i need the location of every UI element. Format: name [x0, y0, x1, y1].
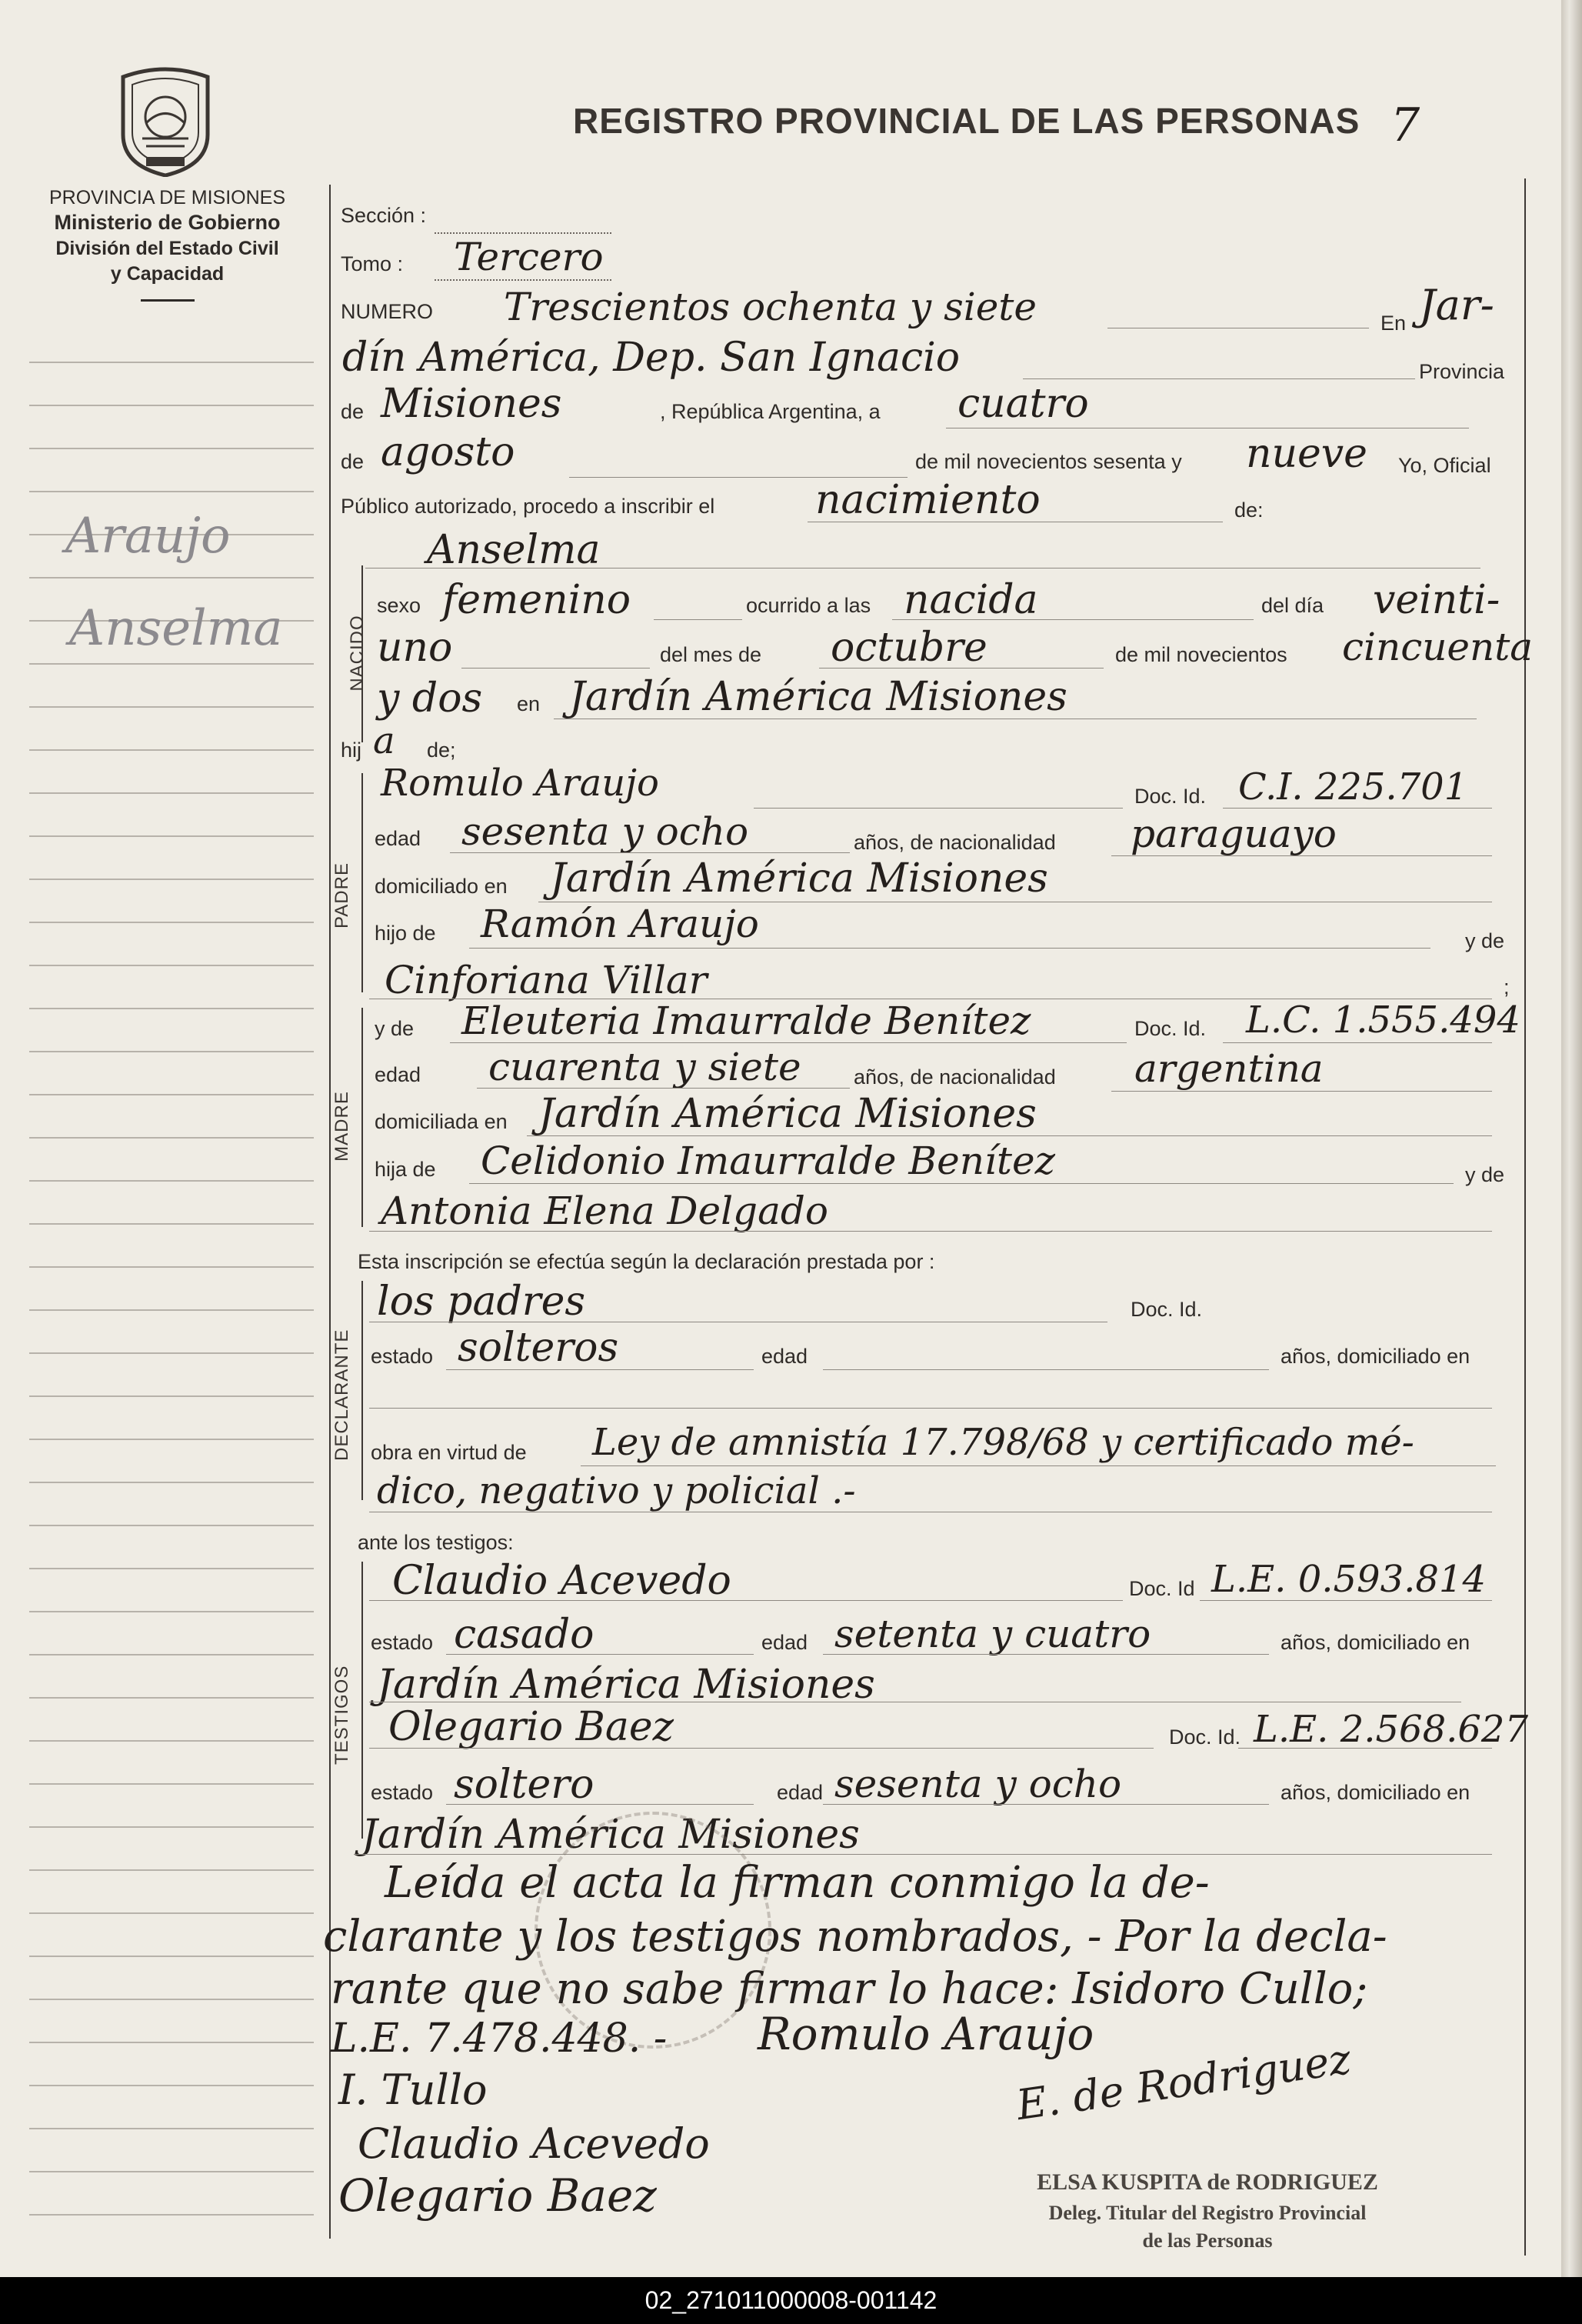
closing-line-3: rante que no sabe firmar lo hace: Isidoro Cullo;: [331, 1964, 1368, 2014]
numero-label: NUMERO: [341, 300, 433, 323]
testigo1-dom-value: Jardín América Misiones: [377, 1662, 875, 1708]
page-number: 7: [1390, 98, 1420, 152]
testigo1-estado-value: casado: [454, 1612, 594, 1658]
testigo2-doc-value: L.E. 2.568.627: [1254, 1708, 1528, 1751]
tomo-label: Tomo :: [341, 252, 404, 275]
ocurrido-label: ocurrido a las: [746, 594, 871, 617]
tomo-value: Tercero: [454, 235, 604, 279]
madre-nombre: Eleuteria Imaurralde Benítez: [461, 999, 1031, 1043]
republica-label: , República Argentina, a: [660, 400, 881, 423]
declarante-intro: Esta inscripción se efectúa según la declaración prestada por :: [358, 1250, 935, 1273]
seccion-label: Sección :: [341, 204, 427, 227]
madre-padre-de: Celidonio Imaurralde Benítez: [481, 1139, 1055, 1183]
signature-romulo: Romulo Araujo: [758, 2008, 1094, 2060]
padre-padre-de: Ramón Araujo: [481, 902, 759, 946]
padre-section-label: PADRE: [331, 862, 352, 929]
nacido-anio-value-1: cincuenta: [1342, 625, 1534, 669]
provincia-value: Misiones: [381, 381, 562, 427]
declarante-estado-value: solteros: [458, 1325, 619, 1371]
nacido-anio-value-2: y dos: [377, 675, 483, 722]
testigo1-anios-label: años, domiciliado en: [1281, 1631, 1470, 1654]
official-stamp-title: Deleg. Titular del Registro Provincial: [1048, 2202, 1367, 2224]
de3-label: de:: [1234, 498, 1264, 522]
padre-doc-label: Doc. Id.: [1134, 785, 1207, 808]
anio-value: nueve: [1246, 431, 1367, 477]
testigo1-nombre: Claudio Acevedo: [392, 1558, 731, 1604]
testigos-section-label: TESTIGOS: [331, 1665, 352, 1765]
madre-y-de-label-2: y de: [1465, 1163, 1505, 1186]
yo-label: Yo, Oficial: [1398, 454, 1491, 477]
dia-value-1: veinti-: [1373, 577, 1500, 623]
hijo-label: hij: [341, 739, 362, 762]
padre-dom-value: Jardín América Misiones: [550, 855, 1048, 902]
madre-madre-de: Antonia Elena Delgado: [381, 1189, 828, 1233]
de-label: de: [341, 400, 365, 423]
document-title: REGISTRO PROVINCIAL DE LAS PERSONAS: [573, 101, 1361, 141]
declarante-estado-label: estado: [371, 1345, 434, 1368]
declarante-section-label: DECLARANTE: [331, 1329, 352, 1461]
padre-nombre: Romulo Araujo: [381, 762, 659, 805]
dia-value: cuatro: [958, 381, 1089, 427]
declarante-nombre: los padres: [377, 1279, 586, 1325]
padre-semicolon: ;: [1504, 975, 1510, 999]
hijo-suffix: a: [373, 719, 395, 762]
margin-note-given-name: Anselma: [69, 600, 283, 657]
testigo2-edad-label: edad: [777, 1781, 824, 1804]
declarante-doc-label: Doc. Id.: [1131, 1298, 1203, 1321]
testigo1-edad-value: setenta y cuatro: [834, 1612, 1151, 1656]
padre-edad-value: sesenta y ocho: [461, 809, 749, 854]
padre-doc-value: C.I. 225.701: [1238, 765, 1468, 809]
issuer-division: División del Estado Civil: [55, 238, 279, 259]
testigo2-dom-value: Jardín América Misiones: [361, 1812, 860, 1858]
testigo1-doc-value: L.E. 0.593.814: [1211, 1558, 1486, 1601]
madre-dom-label: domiciliada en: [375, 1110, 508, 1133]
mil-label: de mil novecientos sesenta y: [915, 450, 1182, 473]
padre-edad-label: edad: [375, 827, 421, 850]
madre-doc-label: Doc. Id.: [1134, 1017, 1207, 1040]
madre-doc-value: L.C. 1.555.494: [1246, 999, 1520, 1042]
obra-value-1: Ley de amnistía 17.798/68 y certificado mé-: [592, 1421, 1414, 1464]
signature-tullo: I. Tullo: [338, 2066, 488, 2114]
madre-edad-value: cuarenta y siete: [488, 1045, 801, 1089]
nacido-mes-value: octubre: [831, 625, 988, 671]
issuer-ministry: Ministerio de Gobierno: [54, 211, 281, 234]
testigo2-nombre: Olegario Baez: [388, 1704, 674, 1750]
margin-note-surname: Araujo: [65, 508, 231, 565]
padre-nac-value: paraguayo: [1131, 812, 1337, 856]
nacido-de-label: de;: [427, 739, 456, 762]
testigo2-estado-label: estado: [371, 1781, 434, 1804]
signature-official: E. de Rodriguez: [1013, 2034, 1354, 2130]
dia-value-2: uno: [377, 625, 453, 671]
obra-label: obra en virtud de: [371, 1441, 527, 1464]
testigo2-anios-label: años, domiciliado en: [1281, 1781, 1470, 1804]
testigo1-edad-label: edad: [761, 1631, 808, 1654]
signature-baez: Olegario Baez: [338, 2169, 657, 2222]
nacido-nombre: Anselma: [427, 527, 601, 573]
provincial-seal-icon: [115, 62, 215, 177]
madre-section-label: MADRE: [331, 1091, 352, 1162]
sexo-value: femenino: [442, 577, 631, 623]
testigo1-estado-label: estado: [371, 1631, 434, 1654]
de2-label: de: [341, 450, 365, 473]
madre-nac-label: años, de nacionalidad: [854, 1065, 1056, 1089]
official-stamp: [1007, 2169, 1407, 2252]
nacido-mil-label: de mil novecientos: [1115, 643, 1287, 666]
sexo-label: sexo: [377, 594, 421, 617]
declarante-anios-label: años, domiciliado en: [1281, 1345, 1470, 1368]
publico-label: Público autorizado, procedo a inscribir el: [341, 495, 715, 518]
mes-value: agosto: [381, 429, 515, 475]
official-stamp-office: de las Personas: [1142, 2229, 1273, 2252]
declarante-edad-label: edad: [761, 1345, 808, 1368]
padre-nac-label: años, de nacionalidad: [854, 831, 1056, 854]
en-value-1: Jar-: [1419, 281, 1494, 329]
del-dia-label: del día: [1261, 594, 1324, 617]
book-binding-edge: [1561, 0, 1582, 2277]
testigo1-doc-label: Doc. Id: [1129, 1577, 1195, 1600]
testigos-intro: ante los testigos:: [358, 1531, 514, 1554]
madre-dom-value: Jardín América Misiones: [538, 1091, 1037, 1137]
nacido-section-label: NACIDO: [347, 615, 368, 692]
padre-hijo-label: hijo de: [375, 922, 436, 945]
issuer-capacity: y Capacidad: [110, 263, 225, 285]
testigo2-doc-label: Doc. Id.: [1169, 1725, 1241, 1749]
issuer-province: PROVINCIA DE MISIONES: [48, 187, 285, 208]
padre-y-de-label: y de: [1465, 929, 1505, 952]
madre-y-de-label: y de: [375, 1017, 415, 1040]
madre-hija-label: hija de: [375, 1158, 436, 1181]
nacido-en-label: en: [517, 692, 541, 715]
official-stamp-name: ELSA KUSPITA de RODRIGUEZ: [1037, 2169, 1378, 2195]
closing-line-1: Leída el acta la firman conmigo la de-: [385, 1858, 1210, 1908]
madre-nac-value: argentina: [1134, 1046, 1324, 1091]
nacido-lugar-value: Jardín América Misiones: [569, 674, 1067, 720]
file-id: 02_271011000008-001142: [644, 2286, 938, 2314]
testigo2-edad-value: sesenta y ocho: [834, 1762, 1122, 1806]
provincia-label: Provincia: [1419, 360, 1505, 383]
madre-edad-label: edad: [375, 1063, 421, 1086]
obra-value-2: dico, negativo y policial .-: [377, 1469, 856, 1512]
signature-acevedo: Claudio Acevedo: [358, 2119, 710, 2168]
padre-dom-label: domiciliado en: [375, 875, 508, 898]
hora-value: nacida: [904, 577, 1038, 623]
en-value-2: dín América, Dep. San Ignacio: [342, 335, 961, 381]
file-id-footer: [0, 2277, 1582, 2324]
numero-value: Trescientos ochenta y siete: [504, 285, 1037, 329]
closing-line-4-doc: L.E. 7.478.448. -: [331, 2016, 668, 2062]
padre-madre-de: Cinforiana Villar: [385, 958, 708, 1002]
acto-value: nacimiento: [815, 477, 1041, 523]
closing-line-2: clarante y los testigos nombrados, - Por la decla-: [323, 1912, 1387, 1962]
en-label: En: [1381, 312, 1407, 335]
mes-label: del mes de: [660, 643, 762, 666]
testigo2-estado-value: soltero: [454, 1762, 594, 1808]
